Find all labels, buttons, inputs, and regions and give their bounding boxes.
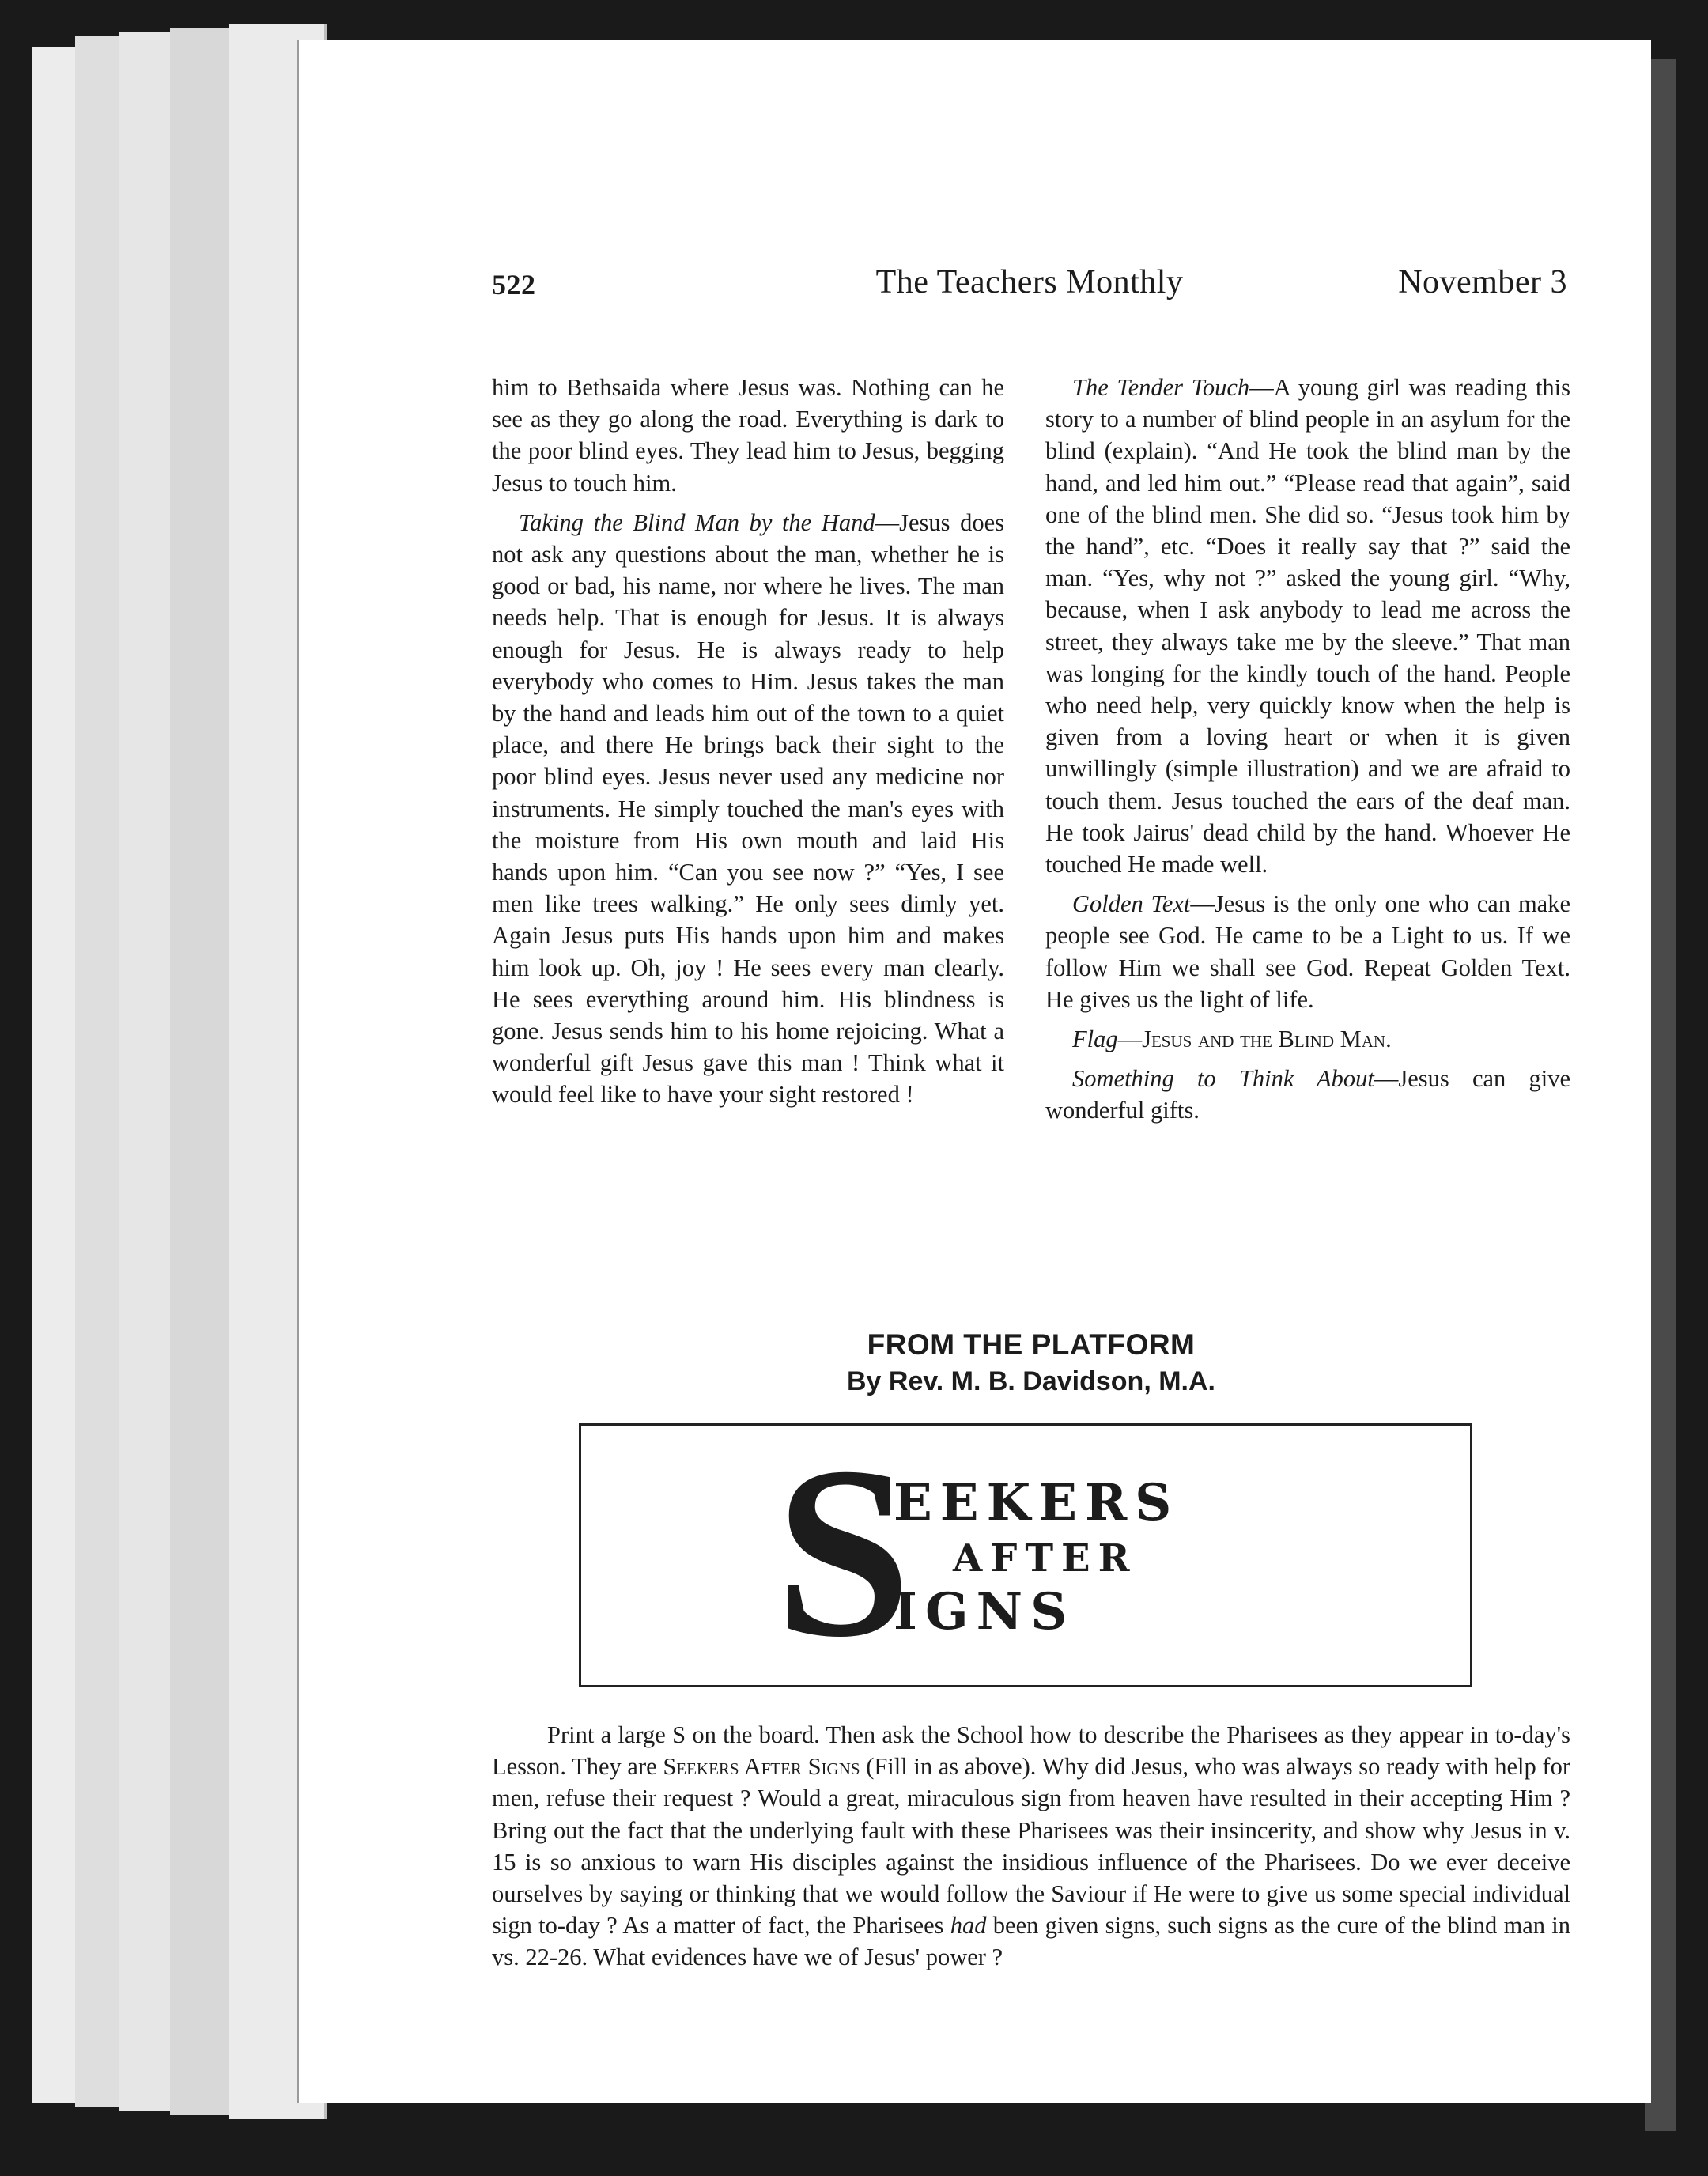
section-label: Golden Text [1072,890,1191,918]
paragraph-text: —Jesus and the Blind Man. [1117,1026,1392,1053]
text-run: Print a large S on the board. Then ask the School how to describe the Pharisees as they appear in to-day's Lesson. They are [492,1721,1570,1781]
publication-title: The Teachers Monthly [875,264,1184,300]
heading-title: FROM THE PLATFORM [867,1328,1196,1361]
closing-paragraph [492,1719,1570,1974]
section-label: The Tender Touch [1072,374,1250,401]
running-header [492,263,1567,311]
board-word-1: EEKERS [894,1473,1180,1532]
section-heading [492,1327,1570,1400]
small-caps-run: Seekers After Signs [663,1753,860,1781]
paragraph-text: —Jesus is the only one who can make people see God. He came to be a Light to us. If we follow Him we shall see God. Repeat Golden Text. He gives us the light of life. [1045,890,1570,1013]
blackboard-box [579,1417,1472,1688]
paragraph-text: —Jesus does not ask any questions about the man, whether he is good or bad, his name, nor where he lives. The man needs help. That is enough for Jesus. It is always enough for Jesus. He is always ready to help everybody who comes to Him. Jesus takes the man by the hand and leads him out of the town to a quiet place, and there He brings back their sight to the poor blind eyes. Jesus never used any medicine nor instruments. He simply touched the man's eyes with the moisture from His own mouth and laid His hands upon him. “Can you see now ?” “Yes, I see men like trees walking.” He only sees dimly yet. Again Jesus puts His hands upon him and makes him look up. Oh, joy ! He sees every man clearly. He sees everything around him. His blindness is gone. Jesus sends him to his home rejoicing. What a wonderful gift Jesus gave this man ! Think what it would feel like to have your sight restored ! [492,508,1004,1109]
page [297,40,1651,2103]
paragraph [492,1719,1570,1974]
board-word-2: AFTER [953,1536,1138,1581]
italic-run: had [950,1912,987,1940]
text-run: (Fill in as above). Why did Jesus, who was always so ready with help for men, refuse their request ? Would a great, miraculous sign from heaven have resulted in their accepting Him ? Bring out the fact that the underlying fault with these Pharisees was their insincerity, and show why Jesus in v. 15 is so anxious to warn His disciples against the insidious influence of the Pharisees. Do we ever deceive ourselves by saying or thinking that we would follow the Saviour if He were to give us some special individual sign to-day ? As a matter of fact, the Pharisees [492,1753,1570,1940]
heading-byline: By Rev. M. B. Davidson, M.A. [846,1366,1215,1396]
left-column [492,372,1004,1119]
section-label: Taking the Blind Man by the Hand [519,508,875,536]
paragraph: him to Bethsaida where Jesus was. Nothing can he see as they go along the road. Everything is dark to the poor blind eyes. They lead him to Jesus, begging Jesus to touch him. [492,374,1004,497]
right-column [1045,372,1570,1135]
issue-date: November 3 [1398,264,1567,300]
section-label: Flag [1072,1026,1118,1053]
text-run: been given signs, such signs as the cure of the blind man in vs. 22-26. What evidences have we of Jesus' power ? [492,1912,1570,1971]
section-label: Something to Think About [1072,1065,1374,1093]
board-word-3: IGNS [894,1582,1075,1641]
paragraph-text: —A young girl was reading this story to a number of blind people in an asylum for the blind (explain). “And He took the blind man by the hand, and led him out.” “Please read that again”, said one of the blind men. She did so. “Jesus took him by the hand”, etc. “Does it really say that ?” said the man. “Yes, why not ?” asked the young girl. “Why, because, when I ask anybody to lead me across the street, they always take me by the sleeve.” That man was longing for the kindly touch of the hand. People who need help, very quickly know when the help is given from a loving heart or when it is given unwillingly (simple illustration) and we are afraid to touch them. Jesus touched the ears of the deaf man. He took Jairus' dead child by the hand. Whoever He touched He made well. [1045,374,1571,878]
paragraph [492,507,1004,1111]
page-number: 522 [492,269,536,300]
paragraph [1045,1063,1570,1126]
paragraph-text: —Jesus can give wonderful gifts. [1045,1065,1571,1124]
paragraph [1045,1023,1570,1055]
paragraph [1045,372,1570,880]
paragraph [1045,888,1570,1015]
big-letter: S [775,1417,912,1688]
